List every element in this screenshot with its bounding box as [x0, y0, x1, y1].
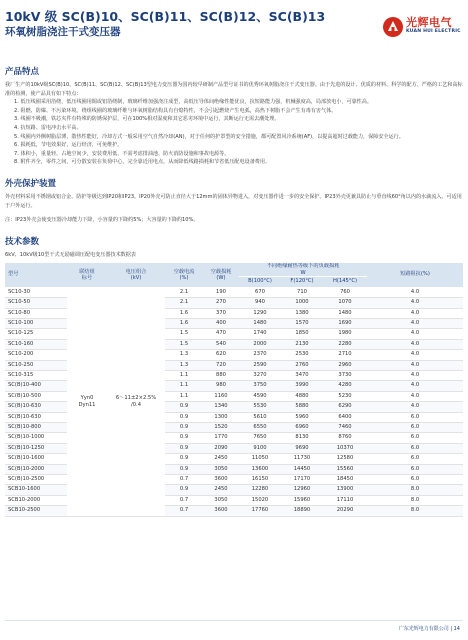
col-header-model: 型号 — [5, 263, 67, 287]
cell-no-load-current: 0.7 — [165, 506, 203, 516]
cell-load-loss-b: 4590 — [239, 391, 281, 401]
cell-load-loss-b: 15020 — [239, 495, 281, 505]
cell-no-load-loss: 1340 — [203, 402, 239, 412]
cell-impedance: 4.0 — [367, 329, 463, 339]
cell-load-loss-b: 670 — [239, 287, 281, 297]
specs-section — [5, 237, 463, 517]
cell-load-loss-h: 5230 — [323, 391, 367, 401]
cell-load-loss-f: 3990 — [281, 381, 323, 391]
feature-item: 8. 附件齐全，零件之间，可分散安装在负荷中心，完全靠近用电点，从而降低线路损耗和节省低压配电设备费用。 — [14, 159, 271, 166]
cell-load-loss-f: 5880 — [281, 402, 323, 412]
cell-model: SC(B)10-400 — [5, 381, 67, 391]
section-heading: 技术参数 — [5, 236, 40, 247]
cell-impedance: 4.0 — [367, 360, 463, 370]
cell-load-loss-h: 17110 — [323, 495, 367, 505]
cell-load-loss-h: 2280 — [323, 339, 367, 349]
cell-load-loss-b: 2370 — [239, 350, 281, 360]
page-footer: 广东光辉电力有限公司 | 14 — [398, 626, 460, 632]
cell-load-loss-h: 12580 — [323, 454, 367, 464]
cell-load-loss-f: 14450 — [281, 464, 323, 474]
cell-load-loss-h: 6400 — [323, 412, 367, 422]
cell-no-load-current: 0.9 — [165, 433, 203, 443]
cell-no-load-loss: 1520 — [203, 423, 239, 433]
cell-load-loss-f: 1570 — [281, 318, 323, 328]
cell-no-load-current: 1.3 — [165, 360, 203, 370]
cell-model: SC10-160 — [5, 339, 67, 349]
cell-load-loss-f: 1850 — [281, 329, 323, 339]
cell-no-load-current: 0.9 — [165, 423, 203, 433]
cell-impedance: 4.0 — [367, 381, 463, 391]
cell-no-load-current: 1.5 — [165, 339, 203, 349]
cell-load-loss-b: 9100 — [239, 443, 281, 453]
cell-model: SC(B)10-1250 — [5, 443, 67, 453]
cell-load-loss-f: 1000 — [281, 298, 323, 308]
feature-item: 4. 抗短路、雷电冲击水平高。 — [14, 124, 82, 131]
cell-no-load-loss: 1300 — [203, 412, 239, 422]
enclosure-text: 外壳材料采用不锈钢或铝合金。防护等级达到IP20和IP23。IP20外壳可防止直径大于12mm的固体异物进入，对变压器作进一步的安全保护。IP23外壳更兼具防止与垂直线60°角以内的水滴流入，可适用于户外运行。 — [5, 193, 462, 209]
cell-impedance: 8.0 — [367, 485, 463, 495]
cell-model: SC10-250 — [5, 360, 67, 370]
cell-load-loss-b: 3270 — [239, 370, 281, 380]
cell-no-load-loss: 2450 — [203, 454, 239, 464]
cell-model: SC10-50 — [5, 298, 67, 308]
cell-load-loss-h: 6290 — [323, 402, 367, 412]
cell-impedance: 6.0 — [367, 423, 463, 433]
cell-impedance: 4.0 — [367, 370, 463, 380]
cell-no-load-loss: 190 — [203, 287, 239, 297]
cell-model: SCB10-1600 — [5, 485, 67, 495]
cell-no-load-loss: 470 — [203, 329, 239, 339]
cell-load-loss-h: 8760 — [323, 433, 367, 443]
features-intro: 我厂生产的10kV级SC(B)10、SC(B)11、SC(B)12、SC(B)13型电力变压器为国内较早研制产品型号证书的优秀环氧树脂浇注干式变压器。由于先进的设计、优质的材料、科学的配方、严格的工艺和高标准的检测，使产品具有如下特点： — [5, 82, 463, 97]
cell-no-load-current: 0.9 — [165, 412, 203, 422]
cell-impedance: 4.0 — [367, 350, 463, 360]
col-header-voltage: 电压组合 (kV) — [107, 263, 165, 287]
cell-load-loss-f: 18890 — [281, 506, 323, 516]
cell-no-load-loss: 3050 — [203, 464, 239, 474]
logo-text-en: KUAN HUI ELECTRIC — [406, 29, 461, 34]
cell-load-loss-h: 1480 — [323, 308, 367, 318]
cell-impedance: 6.0 — [367, 475, 463, 485]
table-row — [5, 287, 463, 297]
cell-model: SC(B)10-630 — [5, 402, 67, 412]
cell-no-load-loss: 1160 — [203, 391, 239, 401]
cell-no-load-loss: 2450 — [203, 485, 239, 495]
cell-impedance: 4.0 — [367, 402, 463, 412]
footer-divider — [5, 620, 463, 621]
cell-model: SC10-100 — [5, 318, 67, 328]
cell-impedance: 4.0 — [367, 287, 463, 297]
cell-load-loss-h: 1980 — [323, 329, 367, 339]
cell-load-loss-f: 11730 — [281, 454, 323, 464]
cell-no-load-loss: 400 — [203, 318, 239, 328]
features-list — [5, 98, 463, 167]
cell-no-load-loss: 3600 — [203, 475, 239, 485]
cell-load-loss-b: 1480 — [239, 318, 281, 328]
cell-model: SC10-200 — [5, 350, 67, 360]
feature-item: 5. 线圈内外侧树脂层薄，散热性能好，冷却方式一般采用空气自然冷却(AN)，对于任何的护罩型的安全措施，都可配置风冷系统(AF)，以提高超时过载能力，保障安全运行。 — [14, 133, 404, 140]
cell-no-load-loss: 3050 — [203, 495, 239, 505]
cell-load-loss-h: 1070 — [323, 298, 367, 308]
cell-load-loss-h: 2960 — [323, 360, 367, 370]
cell-no-load-current: 1.6 — [165, 318, 203, 328]
cell-load-loss-b: 17760 — [239, 506, 281, 516]
cell-impedance: 8.0 — [367, 495, 463, 505]
cell-no-load-current: 1.1 — [165, 391, 203, 401]
section-heading: 产品特点 — [5, 67, 40, 77]
cell-no-load-loss: 270 — [203, 298, 239, 308]
col-header-load-loss-f: F(120°C) — [281, 277, 323, 287]
cell-voltage: 6～11±2×2.5% /0.4 — [107, 287, 165, 516]
cell-impedance: 6.0 — [367, 433, 463, 443]
col-header-no-load-current: 空载电流 (%) — [165, 263, 203, 287]
cell-load-loss-b: 13600 — [239, 464, 281, 474]
cell-no-load-loss: 1770 — [203, 433, 239, 443]
cell-no-load-loss: 620 — [203, 350, 239, 360]
cell-load-loss-f: 2760 — [281, 360, 323, 370]
feature-item: 2. 阻燃、防爆、不污染环境。绕组线圈的玻璃纤维与环氧树脂结构具有自熄特性，不会引起燃烧产生电弧，高热下树脂不会产生有毒有害气体。 — [14, 107, 337, 114]
cell-impedance: 6.0 — [367, 464, 463, 474]
cell-load-loss-h: 7460 — [323, 423, 367, 433]
cell-model: SCB10-2500 — [5, 506, 67, 516]
cell-model: SC(B)10-630 — [5, 412, 67, 422]
cell-no-load-loss: 980 — [203, 381, 239, 391]
col-header-vector-group: 联结组 标号 — [67, 263, 107, 287]
cell-no-load-loss: 720 — [203, 360, 239, 370]
cell-load-loss-b: 2590 — [239, 360, 281, 370]
cell-impedance: 8.0 — [367, 506, 463, 516]
cell-model: SC(B)10-2500 — [5, 475, 67, 485]
logo-text-cn: 光辉电气 — [406, 16, 452, 29]
cell-load-loss-h: 2710 — [323, 350, 367, 360]
logo-mark-icon — [382, 16, 404, 38]
cell-no-load-current: 0.9 — [165, 454, 203, 464]
cell-load-loss-f: 4880 — [281, 391, 323, 401]
cell-no-load-current: 1.5 — [165, 329, 203, 339]
company-logo — [382, 13, 464, 43]
cell-load-loss-b: 16150 — [239, 475, 281, 485]
table-title: 6kV、10kV级10型干式无励磁调压配电变压器技术数据表 — [5, 251, 136, 258]
enclosure-note: 注：IP23外壳会使变压器冷却能力下降，小容量的下降约5%；大容量的下降约10%。 — [5, 217, 199, 224]
cell-no-load-current: 0.9 — [165, 402, 203, 412]
cell-load-loss-b: 7650 — [239, 433, 281, 443]
cell-no-load-loss: 880 — [203, 370, 239, 380]
enclosure-section — [5, 179, 463, 225]
cell-no-load-current: 2.1 — [165, 298, 203, 308]
cell-no-load-current: 1.3 — [165, 350, 203, 360]
cell-load-loss-f: 9690 — [281, 443, 323, 453]
cell-load-loss-f: 17170 — [281, 475, 323, 485]
cell-impedance: 6.0 — [367, 454, 463, 464]
page-subtitle: 环氧树脂浇注干式变压器 — [5, 26, 121, 38]
cell-load-loss-h: 13900 — [323, 485, 367, 495]
col-header-impedance: 短路阻抗(%) — [367, 263, 463, 287]
cell-load-loss-b: 6550 — [239, 423, 281, 433]
section-heading: 外壳保护装置 — [5, 178, 57, 189]
col-header-load-loss-b: B(100°C) — [239, 277, 281, 287]
feature-item: 7. 体积小，重量轻，占地空间少，安装费用低，不需考虑排油池、防火消防设施和事故电源等。 — [14, 150, 230, 157]
cell-load-loss-b: 1740 — [239, 329, 281, 339]
main-content — [5, 67, 463, 517]
cell-load-loss-b: 5530 — [239, 402, 281, 412]
cell-no-load-current: 1.1 — [165, 381, 203, 391]
cell-load-loss-h: 3730 — [323, 370, 367, 380]
cell-load-loss-b: 2000 — [239, 339, 281, 349]
page-header — [0, 0, 468, 64]
cell-no-load-current: 0.7 — [165, 495, 203, 505]
cell-impedance: 6.0 — [367, 412, 463, 422]
cell-model: SC(B)10-1000 — [5, 433, 67, 443]
col-header-load-loss-h: H(145°C) — [323, 277, 367, 287]
feature-item: 1. 低压线圈采用箔绕，低压线圈用铜或铝箔绕制，玻璃纤维加强浇注成型，高低压导体间绝缘性能优良，抗短路能力强，机械强度高，局部放电小，可靠性高。 — [14, 99, 372, 106]
cell-no-load-current: 2.1 — [165, 287, 203, 297]
cell-model: SC(B)10-500 — [5, 391, 67, 401]
cell-model: SC10-315 — [5, 370, 67, 380]
cell-load-loss-f: 2530 — [281, 350, 323, 360]
cell-impedance: 4.0 — [367, 318, 463, 328]
cell-load-loss-f: 8130 — [281, 433, 323, 443]
cell-model: SC10-80 — [5, 308, 67, 318]
cell-impedance: 4.0 — [367, 298, 463, 308]
cell-no-load-loss: 370 — [203, 308, 239, 318]
cell-load-loss-b: 11050 — [239, 454, 281, 464]
cell-load-loss-b: 940 — [239, 298, 281, 308]
cell-model: SCB10-2000 — [5, 495, 67, 505]
cell-load-loss-b: 12280 — [239, 485, 281, 495]
feature-item: 3. 线圈不吸潮，铁芯夹件有特殊的防锈保护层，可在100%相对湿度和其它恶劣环境中运行，其断运行无需去潮处理。 — [14, 116, 280, 123]
cell-load-loss-f: 710 — [281, 287, 323, 297]
cell-load-loss-h: 760 — [323, 287, 367, 297]
cell-load-loss-h: 15560 — [323, 464, 367, 474]
cell-load-loss-h: 4280 — [323, 381, 367, 391]
cell-model: SC(B)10-2000 — [5, 464, 67, 474]
spec-table — [5, 263, 463, 516]
cell-load-loss-b: 5610 — [239, 412, 281, 422]
cell-load-loss-f: 3470 — [281, 370, 323, 380]
cell-no-load-current: 0.9 — [165, 443, 203, 453]
feature-item: 6. 损耗低，节电效果好，运行经济，可免维护。 — [14, 142, 123, 149]
cell-no-load-current: 1.6 — [165, 308, 203, 318]
cell-model: SC10-125 — [5, 329, 67, 339]
cell-no-load-loss: 3600 — [203, 506, 239, 516]
cell-load-loss-h: 10370 — [323, 443, 367, 453]
cell-impedance: 6.0 — [367, 443, 463, 453]
cell-model: SC(B)10-1600 — [5, 454, 67, 464]
page-title: 10kV 级 SC(B)10、SC(B)11、SC(B)12、SC(B)13 — [5, 9, 326, 24]
product-features-section — [5, 67, 463, 167]
col-header-no-load-loss: 空载损耗 (W) — [203, 263, 239, 287]
cell-model: SC(B)10-800 — [5, 423, 67, 433]
cell-load-loss-b: 3750 — [239, 381, 281, 391]
cell-no-load-current: 0.9 — [165, 485, 203, 495]
cell-load-loss-f: 12960 — [281, 485, 323, 495]
cell-load-loss-h: 1690 — [323, 318, 367, 328]
cell-load-loss-f: 6960 — [281, 423, 323, 433]
cell-impedance: 4.0 — [367, 308, 463, 318]
cell-impedance: 4.0 — [367, 339, 463, 349]
cell-no-load-loss: 2090 — [203, 443, 239, 453]
cell-load-loss-h: 20290 — [323, 506, 367, 516]
cell-load-loss-f: 15960 — [281, 495, 323, 505]
cell-load-loss-b: 1290 — [239, 308, 281, 318]
cell-load-loss-h: 18450 — [323, 475, 367, 485]
cell-vector-group: Yyn0 Dyn11 — [67, 287, 107, 516]
cell-model: SC10-30 — [5, 287, 67, 297]
col-header-load-loss: 不同绝缘耐热等级下的负载损耗 W — [239, 263, 367, 277]
cell-no-load-current: 0.7 — [165, 475, 203, 485]
cell-no-load-loss: 540 — [203, 339, 239, 349]
cell-load-loss-f: 5960 — [281, 412, 323, 422]
cell-load-loss-f: 1380 — [281, 308, 323, 318]
cell-impedance: 4.0 — [367, 391, 463, 401]
cell-no-load-current: 1.1 — [165, 370, 203, 380]
cell-no-load-current: 0.9 — [165, 464, 203, 474]
cell-load-loss-f: 2130 — [281, 339, 323, 349]
